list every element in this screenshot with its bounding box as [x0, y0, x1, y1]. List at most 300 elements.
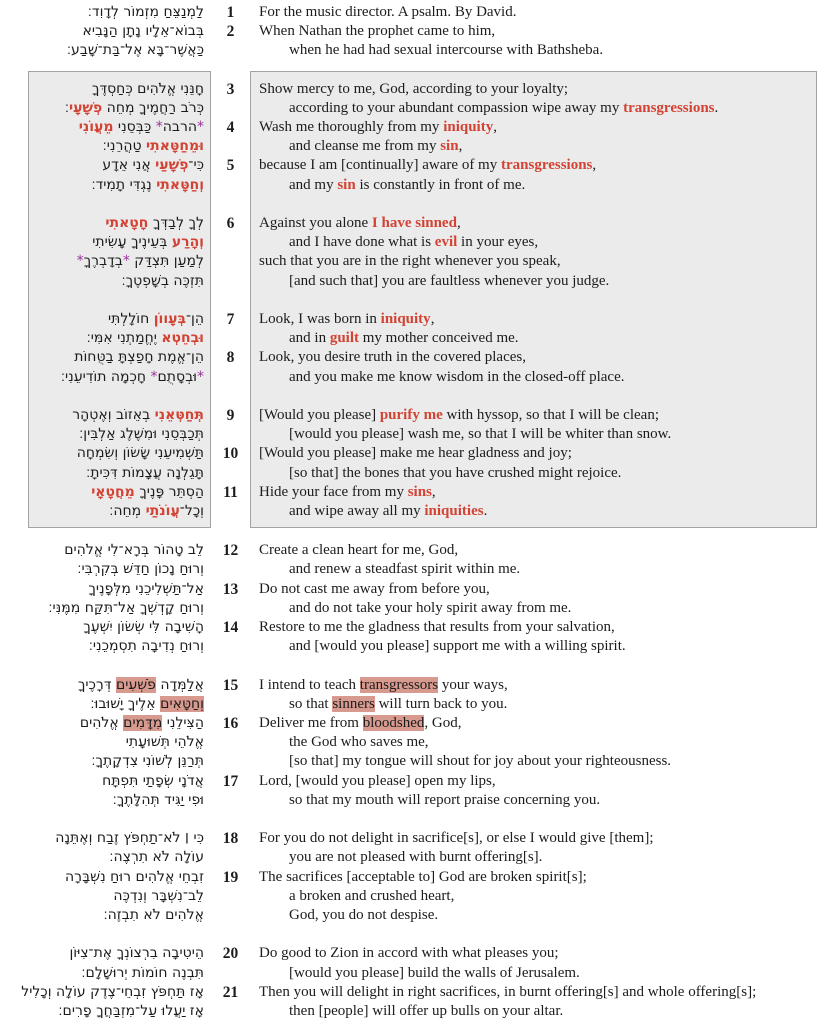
text-segment: Look, I was born in — [259, 311, 381, 328]
text-segment: בְדָבְרֶךָ — [83, 253, 123, 270]
verse-row — [0, 444, 825, 482]
text-segment: תְּכַבְּסֵנִי וּמִשֶּׁלֶג אַלְבִּין׃ — [79, 426, 204, 443]
verse-group — [0, 406, 825, 521]
text-segment: [would you please] wash me, so that I will be whiter than snow. — [289, 426, 672, 443]
english-line — [259, 41, 825, 60]
text-segment: הֵן־אֱמֶת חָפַצְתָּ בַטֻּחוֹת — [74, 349, 204, 366]
text-segment: [would you please] build the walls of Jerusalem. — [289, 964, 580, 981]
english-verse — [250, 944, 825, 982]
text-segment: and renew a steadfast spirit within me. — [289, 561, 521, 578]
keyword-red-term: תְּחַטְּאֵנִי — [154, 407, 204, 424]
text-segment: תַּשְׁמִיעֵנִי שָׂשׂוֹן וְשִׂמְחָה — [76, 445, 204, 462]
english-line — [259, 695, 825, 714]
text-segment: לֵב טָהוֹר בְּרָא־לִי אֱלֹהִים — [64, 542, 204, 559]
text-segment: Look, you desire truth in the covered places, — [259, 349, 526, 366]
hebrew-verse — [0, 580, 211, 618]
english-line — [259, 444, 825, 463]
hebrew-verse — [0, 983, 211, 1021]
text-segment: and cleanse me from my — [289, 138, 441, 155]
text-segment: הֵיטִיבָה בִרְצוֹנְךָ אֶת־צִיּוֹן — [69, 945, 204, 962]
text-segment: הרבה — [162, 119, 197, 136]
psalm-51-interlinear-page — [0, 3, 825, 1021]
english-verse — [250, 22, 825, 60]
verse-group — [0, 829, 825, 925]
verse-row — [0, 580, 825, 618]
text-segment: For you do not delight in sacrifice[s], or else I would give [them]; — [259, 830, 654, 847]
hebrew-line — [0, 791, 204, 810]
text-segment: [so that] my tongue will shout for joy about your righteousness. — [289, 753, 672, 770]
text-segment: and [would you please] support me with a willing spirit. — [289, 638, 626, 655]
text-segment: אָז תַּחְפֹּץ זִבְחֵי־צֶדֶק עוֹלָה וְכָלִיל — [21, 983, 204, 1000]
verse-row — [0, 983, 825, 1021]
hebrew-line — [0, 599, 204, 618]
hebrew-verse — [0, 444, 211, 482]
verse-number: 16 — [222, 715, 239, 733]
highlighted-term: bloodshed — [362, 715, 425, 732]
hebrew-verse — [0, 118, 211, 156]
text-segment: will turn back to you. — [374, 695, 508, 712]
hebrew-line — [0, 176, 204, 195]
english-verse — [250, 676, 825, 714]
text-segment: Create a clean heart for me, God, — [259, 542, 459, 559]
english-line — [259, 137, 825, 156]
hebrew-line — [0, 502, 204, 521]
english-verse — [250, 310, 825, 348]
text-segment: The sacrifices [acceptable to] God are broken spirit[s]; — [259, 868, 587, 885]
verse-number: 3 — [226, 80, 235, 98]
text-segment: אֱלֹהִים לֹא תִבְזֶה׃ — [103, 907, 204, 924]
text-segment: so that my mouth will report praise concerning you. — [289, 791, 601, 808]
english-line — [259, 868, 825, 887]
text-segment: , — [458, 138, 463, 155]
english-line — [259, 752, 825, 771]
text-segment: . — [483, 503, 488, 520]
english-line — [259, 3, 825, 22]
highlighted-term: sinners — [332, 695, 375, 712]
verse-number: 10 — [222, 445, 239, 463]
text-segment: my mother conceived me. — [359, 330, 519, 347]
english-line — [259, 348, 825, 367]
highlighted-term: transgressors — [359, 676, 439, 693]
english-line — [259, 156, 825, 175]
hebrew-line — [0, 676, 204, 695]
english-line — [259, 176, 825, 195]
english-verse — [250, 80, 825, 118]
english-line — [259, 1002, 825, 1021]
text-segment: טַהֲרֵנִי׃ — [102, 138, 147, 155]
opening-rows — [0, 3, 825, 61]
text-segment: אֱלֹהִים — [79, 715, 124, 732]
verse-group — [0, 214, 825, 291]
verse-number: 19 — [222, 868, 239, 886]
hebrew-line — [0, 348, 204, 367]
text-segment: , — [430, 311, 435, 328]
hebrew-line — [0, 99, 204, 118]
text-segment: , — [592, 157, 597, 174]
english-line — [259, 676, 825, 695]
hebrew-line — [0, 580, 204, 599]
english-line — [259, 580, 825, 599]
english-line — [259, 502, 825, 521]
text-segment: and my — [289, 176, 338, 193]
highlighted-term: פֹשְׁעִים — [115, 676, 156, 693]
hebrew-line — [0, 829, 204, 848]
english-line — [259, 425, 825, 444]
verse-number: 11 — [223, 483, 238, 501]
verse-row — [0, 541, 825, 579]
verse-row — [0, 483, 825, 521]
hebrew-verse — [0, 214, 211, 291]
verse-row — [0, 3, 825, 22]
variant-asterisk: * — [197, 368, 204, 385]
text-segment: such that you are in the right whenever you speak, — [259, 253, 561, 270]
english-verse — [250, 714, 825, 772]
text-segment: חָכְמָה תוֹדִיעֵנִי׃ — [60, 368, 151, 385]
english-verse — [250, 156, 825, 194]
english-verse — [250, 618, 825, 656]
keyword-red-term: evil — [434, 234, 458, 251]
hebrew-verse — [0, 829, 211, 867]
verse-number: 9 — [226, 407, 235, 425]
hebrew-line — [0, 252, 204, 271]
hebrew-verse — [0, 676, 211, 714]
hebrew-line — [0, 214, 204, 233]
english-line — [259, 733, 825, 752]
english-line — [259, 310, 825, 329]
text-segment: Do not cast me away from before you, — [259, 580, 490, 597]
keyword-red-term: וְחַטָּאתִי — [156, 176, 204, 193]
text-segment: Lord, [would you please] open my lips, — [259, 772, 496, 789]
hebrew-line — [0, 137, 204, 156]
keyword-red-term: iniquities — [424, 503, 484, 520]
hebrew-line — [0, 695, 204, 714]
hebrew-line — [0, 156, 204, 175]
english-line — [259, 464, 825, 483]
hebrew-line — [0, 406, 204, 425]
text-segment: Hide your face from my — [259, 483, 408, 500]
text-segment: לְךָ לְבַדְּךָ — [148, 215, 204, 232]
english-verse — [250, 483, 825, 521]
verse-group — [0, 310, 825, 387]
english-line — [259, 829, 825, 848]
keyword-red-term: purify me — [379, 407, 443, 424]
text-segment: is constantly in front of me. — [355, 176, 526, 193]
verse-number: 5 — [226, 157, 235, 175]
english-line — [259, 541, 825, 560]
text-segment: ׃ — [64, 99, 69, 116]
text-segment: Then you will delight in right sacrifices, in burnt offering[s] and whole offering[s]; — [259, 983, 757, 1000]
text-segment: your ways, — [438, 676, 508, 693]
text-segment: זִבְחֵי אֱלֹהִים רוּחַ נִשְׁבָּרָה — [65, 868, 204, 885]
verse-number: 17 — [222, 772, 239, 790]
text-segment: a broken and crushed heart, — [289, 887, 455, 904]
english-verse — [250, 214, 825, 291]
text-segment: בְּבוֹא־אֵלָיו נָתָן הַנָּבִיא — [82, 23, 204, 40]
text-segment: תִּזְכֶּה בְשָׁפְטֶךָ׃ — [121, 272, 204, 289]
verse-row — [0, 22, 825, 60]
keyword-red-term: sin — [440, 138, 459, 155]
verse-group — [0, 676, 825, 810]
keyword-red-term: iniquity — [380, 311, 431, 328]
hebrew-line — [0, 444, 204, 463]
english-verse — [250, 541, 825, 579]
verse-number: 12 — [222, 542, 239, 560]
text-segment: דְּרָכֶיךָ — [77, 676, 116, 693]
text-segment: הֵן־ — [185, 311, 204, 328]
text-segment: בְּעֵינֶיךָ עָשִׂיתִי — [92, 234, 172, 251]
closing-rows — [0, 541, 825, 1021]
english-line — [259, 944, 825, 963]
verse-number: 14 — [222, 619, 239, 637]
boxed-verses-section — [0, 71, 825, 529]
hebrew-line — [0, 637, 204, 656]
verse-number: 8 — [226, 349, 235, 367]
keyword-red-term: וּמֵחַטָּאתִי — [146, 138, 204, 155]
text-segment: and in — [289, 330, 330, 347]
text-segment: Deliver me from — [259, 715, 363, 732]
english-verse — [250, 829, 825, 867]
text-segment: וּפִי יַגִּיד תְּהִלָּתֶךָ׃ — [112, 791, 204, 808]
verse-row — [0, 714, 825, 772]
english-line — [259, 772, 825, 791]
hebrew-line — [0, 714, 204, 733]
hebrew-verse — [0, 944, 211, 982]
hebrew-verse — [0, 868, 211, 926]
keyword-red-term: guilt — [329, 330, 360, 347]
english-line — [259, 848, 825, 867]
english-line — [259, 99, 825, 118]
verse-row — [0, 829, 825, 867]
hebrew-verse — [0, 541, 211, 579]
text-segment: For the music director. A psalm. By David. — [259, 4, 517, 20]
verse-row — [0, 944, 825, 982]
english-line — [259, 964, 825, 983]
hebrew-line — [0, 752, 204, 771]
text-segment: according to your abundant compassion wipe away my — [289, 99, 624, 116]
text-segment: לְמַעַן תִּצְדַּק — [129, 253, 204, 270]
text-segment: when he had had sexual intercourse with Bathsheba. — [289, 42, 604, 59]
hebrew-line — [0, 848, 204, 867]
verse-row — [0, 772, 825, 810]
text-segment: in your eyes, — [457, 234, 539, 251]
variant-asterisk: * — [122, 253, 130, 270]
text-segment: אֱלֹהֵי תְּשׁוּעָתִי — [125, 734, 204, 751]
text-segment: . — [714, 99, 719, 116]
text-segment: , — [493, 119, 497, 136]
text-segment: כִּי־ — [188, 157, 204, 174]
hebrew-line — [0, 541, 204, 560]
hebrew-line — [0, 1002, 204, 1021]
hebrew-verse — [0, 483, 211, 521]
verse-number: 13 — [222, 580, 239, 598]
verse-number: 18 — [222, 830, 239, 848]
english-line — [259, 618, 825, 637]
text-segment: Restore to me the gladness that results from your salvation, — [259, 619, 615, 636]
hebrew-line — [0, 3, 204, 22]
keyword-red-term: transgressions — [500, 157, 593, 174]
keyword-red-term: וְהָרַע — [171, 234, 204, 251]
text-segment: לֵב־נִשְׁבָּר וְנִדְכֶּה — [113, 887, 204, 904]
hebrew-line — [0, 560, 204, 579]
english-line — [259, 368, 825, 387]
text-segment: [and such that] you are faultless whenever you judge. — [289, 272, 610, 289]
hebrew-line — [0, 464, 204, 483]
text-segment: וּבְסָתֻם — [157, 368, 197, 385]
text-segment: וְרוּחַ קָדְשְׁךָ אַל־תִּקַּח מִמֶּנִּי׃ — [48, 599, 204, 616]
text-segment: and do not take your holy spirit away from me. — [289, 599, 572, 616]
hebrew-line — [0, 41, 204, 60]
text-segment: יֶחֱמַתְנִי אִמִּי׃ — [86, 330, 162, 347]
verse-row — [0, 118, 825, 156]
english-line — [259, 560, 825, 579]
hebrew-line — [0, 868, 204, 887]
text-segment: Show mercy to me, God, according to your loyalty; — [259, 80, 569, 97]
verse-row — [0, 618, 825, 656]
text-segment: I intend to teach — [259, 676, 360, 693]
text-segment: תְּרַנֵּן לְשׁוֹנִי צִדְקָתֶךָ׃ — [91, 753, 204, 770]
text-segment: וְכָל־ — [179, 503, 204, 520]
hebrew-line — [0, 733, 204, 752]
text-segment: אֵלֶיךָ יָשׁוּבוּ׃ — [90, 695, 161, 712]
keyword-red-term: בְּעָווֹן — [153, 311, 186, 328]
hebrew-line — [0, 425, 204, 444]
text-segment: עוֹלָה לֹא תִרְצֶה׃ — [109, 849, 204, 866]
english-line — [259, 214, 825, 233]
verse-number: 21 — [222, 983, 239, 1001]
keyword-red-term: iniquity — [443, 119, 494, 136]
english-line — [259, 329, 825, 348]
verse-row — [0, 310, 825, 348]
english-line — [259, 272, 825, 291]
verse-number: 20 — [222, 945, 239, 963]
text-segment: נֶגְדִּי תָמִיד׃ — [91, 176, 157, 193]
hebrew-verse — [0, 348, 211, 386]
hebrew-line — [0, 887, 204, 906]
english-line — [259, 983, 825, 1002]
text-segment: בְאֵזוֹב וְאֶטְהָר — [72, 407, 155, 424]
text-segment: because I am [continually] aware of my — [259, 157, 501, 174]
hebrew-line — [0, 964, 204, 983]
text-segment: לַמְנַצֵּחַ מִזְמוֹר לְדָוִד׃ — [87, 4, 204, 20]
hebrew-line — [0, 772, 204, 791]
verse-row — [0, 80, 825, 118]
text-segment: הַצִּילֵנִי — [162, 715, 204, 732]
hebrew-line — [0, 329, 204, 348]
text-segment: כַּאֲשֶׁר־בָּא אֶל־בַּת־שָׁבַע׃ — [66, 42, 204, 59]
english-line — [259, 906, 825, 925]
english-verse — [250, 348, 825, 386]
english-verse — [250, 406, 825, 444]
text-segment: [Would you please] make me hear gladness and joy; — [259, 445, 572, 462]
text-segment: then [people] will offer up bulls on your altar. — [289, 1003, 564, 1020]
english-line — [259, 118, 825, 137]
text-segment: Against you alone — [259, 215, 372, 232]
text-segment: [Would you please] — [259, 407, 380, 424]
text-segment: הַסְתֵּר פָּנֶיךָ — [134, 483, 204, 500]
keyword-red-term: transgressions — [623, 99, 715, 116]
keyword-red-term: פְשָׁעַי — [155, 157, 189, 174]
keyword-red-term: פְשָׁעָי — [68, 99, 103, 116]
opening-verses-section — [0, 3, 825, 61]
keyword-red-term: עֲוֺנֹתַי — [145, 503, 180, 520]
text-segment: אֲדֹנָי שְׂפָתַי תִּפְתָּח — [102, 772, 204, 789]
text-segment: , — [456, 215, 461, 232]
hebrew-line — [0, 983, 204, 1002]
keyword-red-term: sins — [407, 483, 432, 500]
text-segment: תִּבְנֶה חוֹמוֹת יְרוּשָׁלִָם׃ — [81, 964, 204, 981]
english-verse — [250, 118, 825, 156]
hebrew-line — [0, 310, 204, 329]
text-segment: וְרוּחַ נְדִיבָה תִסְמְכֵנִי׃ — [88, 638, 204, 655]
text-segment: , — [431, 483, 436, 500]
keyword-red-term: מֵעֲוֺנִי — [78, 119, 114, 136]
hebrew-line — [0, 368, 204, 387]
verse-number: 7 — [226, 311, 235, 329]
text-segment: you are not pleased with burnt offering[s]. — [289, 849, 543, 866]
hebrew-line — [0, 944, 204, 963]
closing-verses-section — [0, 541, 825, 1021]
hebrew-line — [0, 118, 204, 137]
hebrew-verse — [0, 22, 211, 60]
text-segment: so that — [289, 695, 333, 712]
english-verse — [250, 772, 825, 810]
variant-asterisk: * — [76, 253, 84, 270]
variant-asterisk: * — [150, 368, 158, 385]
english-line — [259, 714, 825, 733]
verse-group — [0, 944, 825, 1021]
english-line — [259, 791, 825, 810]
hebrew-line — [0, 22, 204, 41]
english-line — [259, 483, 825, 502]
variant-asterisk: * — [197, 119, 204, 136]
verse-number: 4 — [226, 119, 235, 137]
text-segment: כְּרֹב רַחֲמֶיךָ מְחֵה — [102, 99, 204, 116]
english-verse — [250, 444, 825, 482]
hebrew-line — [0, 483, 204, 502]
verse-row — [0, 676, 825, 714]
hebrew-line — [0, 906, 204, 925]
keyword-red-term: מֵחֲטָאָי — [91, 483, 135, 500]
text-segment: כִּי ׀ לֹא־תַחְפֹּץ זֶבַח וְאֶתֵּנָה — [55, 830, 204, 847]
verse-number: 2 — [226, 23, 235, 41]
verse-row — [0, 214, 825, 291]
text-segment: חָנֵּנִי אֱלֹהִים כְּחַסְדֶּךָ — [91, 80, 204, 97]
hebrew-verse — [0, 618, 211, 656]
text-segment: אַל־תַּשְׁלִיכֵנִי מִלְּפָנֶיךָ — [88, 580, 204, 597]
text-segment: God, you do not despise. — [289, 907, 439, 924]
hebrew-line — [0, 272, 204, 291]
boxed-rows — [0, 71, 825, 529]
keyword-red-term: I have sinned — [371, 215, 457, 232]
keyword-red-term: sin — [337, 176, 356, 193]
english-line — [259, 637, 825, 656]
text-segment: , God, — [424, 715, 462, 732]
text-segment: the God who saves me, — [289, 734, 429, 751]
english-verse — [250, 580, 825, 618]
verse-group — [0, 80, 825, 195]
text-segment: אֲנִי אֵדָע — [102, 157, 156, 174]
text-segment: תָּגֵלְנָה עֲצָמוֹת דִּכִּיתָ׃ — [86, 464, 204, 481]
english-verse — [250, 983, 825, 1021]
verse-group — [0, 541, 825, 656]
english-line — [259, 22, 825, 41]
keyword-red-term: חָטָאתִי — [105, 215, 149, 232]
english-line — [259, 599, 825, 618]
text-segment: and I have done what is — [289, 234, 435, 251]
verse-row — [0, 868, 825, 926]
english-line — [259, 80, 825, 99]
english-verse — [250, 3, 825, 22]
